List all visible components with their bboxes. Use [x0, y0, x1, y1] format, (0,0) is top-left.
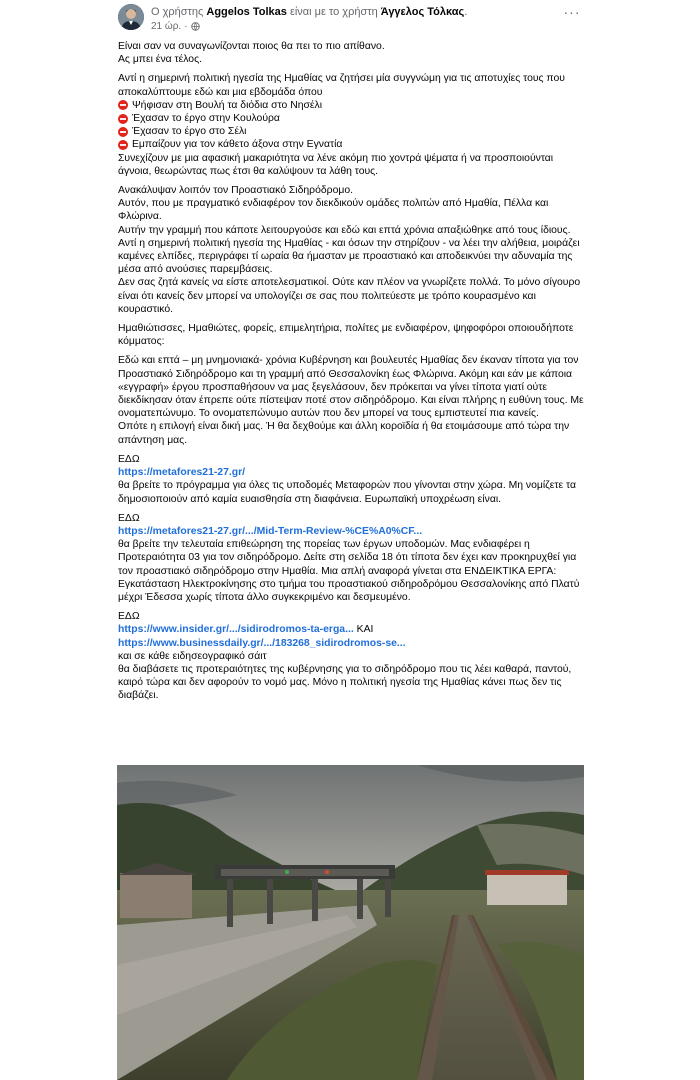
meta-separator: · [184, 21, 188, 32]
failure-text: Έχασαν το έργο στο Σέλι [132, 126, 247, 138]
businessdaily-link[interactable]: https://www.businessdaily.gr/.../183268_sidirodromos-se... [118, 637, 406, 649]
intro-paragraph [118, 40, 586, 66]
railway-line: Αντί η σημερινή πολιτική ηγεσία της Ημαθίας - και όσων την στηρίζουν - να λέει την αλήθεια, μοιράζει καμένες ελπίδες, περιγράφει τί ωραία θα ήμασταν με προαστιακό και αποδεικνύει την αδυναμία της μέσα από ανούσιες παρεμβάσεις. [118, 237, 580, 276]
metafores-link[interactable]: https://metafores21-27.gr/ [118, 467, 246, 479]
railway-line: Δεν σας ζητά κανείς να είστε αποτελεσματικοί. Ούτε καν πλέον να γνωρίζετε πολλά. Το μόνο σίγουρο είναι ότι κανείς δεν μπορεί να υπολογίζει σε σας που πολιτεύεστε με τρόπο κουρασμένο και κουραστικό. [118, 277, 581, 315]
railway-paragraph [118, 184, 586, 316]
address-paragraph: Ημαθιώτισσες, Ημαθιώτες, φορείς, επιμελητήρια, πολίτες με ενδιαφέρον, ψηφοφόροι οποιουδήποτε κόμματος: [118, 323, 574, 348]
no-entry-icon [118, 100, 128, 110]
news-sites-line: και σε κάθε ειδησεογραφικό σάιτ [118, 650, 267, 662]
intro-line-2: Ας μπει ένα τέλος. [118, 54, 202, 66]
author-suffix: . [464, 6, 468, 18]
link-block-1 [118, 453, 586, 506]
failure-text: Εμπαίζουν για τον κάθετο άξονα στην Εγνατία [132, 139, 343, 151]
mid-term-review-link[interactable]: https://metafores21-27.gr/.../Mid-Term-Review-%CE%A0%CF... [118, 525, 423, 537]
author-name[interactable]: Aggelos Tolkas [206, 6, 287, 18]
post-body [118, 40, 586, 709]
post-time[interactable]: 21 ώρ. [151, 21, 182, 32]
author-prefix: Ο χρήστης [151, 6, 204, 18]
link-block-2 [118, 512, 586, 604]
link-block-text: θα βρείτε την τελευταία επιθεώρηση της πορείας των έργων υποδομών. Μας ενδιαφέρει η Προτεραιότητα 03 για τον σιδηρόδρομο. Δείτε στη σελίδα 18 ότι τίποτα δεν έχει καν προκηρυχθεί για τον προαστιακό σιδηρόδρομο στην Ημαθία. Μια απλή αναφορά γίνεται στα ΕΝΔΕΙΚΤΙΚΑ ΕΡΓΑ: Εγκατάσταση Ηλεκτροκίνησης στο τμήμα του προαστιακού σιδηροδρόμου Θεσσαλονίκης από Πλατύ μέχρι Έδεσσα χωρίς τίποτα άλλο συγκεκριμένο και δεσμευμένο. [118, 539, 580, 603]
railway-line: Αυτόν, που με πραγματικό ενδιαφέρον τον διεκδικούν ομάδες πολιτών από Ημαθία, Πέλλα και Φλώρινα. [118, 198, 549, 223]
link-block-3 [118, 610, 586, 702]
post-meta [151, 21, 200, 32]
responsibility-paragraph [118, 354, 586, 446]
link-block-label: ΕΔΩ [118, 611, 140, 623]
intro-line-1: Είναι σαν να συναγωνίζονται ποιος θα πει το πιο απίθανο. [118, 41, 385, 52]
author-avatar[interactable] [118, 4, 144, 30]
failures-conclusion: Συνεχίζουν με μια αφασική μακαριότητα να λένε ακόμη πιο χοντρά ψέματα ή να προσποιούνται άγνοια, θεωρώντας πως έτσι θα καλύψουν τα λάθη τους. [118, 152, 554, 177]
failures-paragraph [118, 72, 586, 178]
responsibility-line: Εδώ και επτά – μη μνημονιακά- χρόνια Κυβέρνηση και βουλευτές Ημαθίας δεν έκαναν τίποτα για τον Προαστιακό Σιδηρόδρομο και τη γραμμή από Θεσσαλονίκη έως Φλώρινα. Ακόμη και εάν με κάποια «εγγραφή» έργου προσπαθήσουν να μας ξεγελάσουν, δεν πρόκειται να γίνει τίποτα γιατί ούτε διεκδίκησαν όταν έπρεπε ούτε πίστεψαν ποτέ στον σιδηρόδρομο. Και είναι πλήρης η ευθύνη τους. Με ονοματεπώνυμο. Το ονοματεπώνυμο αυτών που δεν μπορεί να τους εμπιστευτεί πια κανείς. [118, 355, 584, 420]
failure-text: Έχασαν το έργο στην Κουλούρα [132, 113, 280, 125]
no-entry-icon [118, 114, 128, 124]
more-icon: ··· [563, 4, 581, 20]
post-photo-abandoned-railway-station[interactable] [117, 765, 584, 1080]
failures-intro: Αντί η σημερινή πολιτική ηγεσία της Ημαθίας να ζητήσει μία συγγνώμη για τις αποτυχίες τους που αποκαλύπτουμε εδώ και μια εβδομάδα όπου [118, 73, 565, 98]
responsibility-line: Οπότε η επιλογή είναι δική μας. Ή θα δεχθούμε και άλλη κοροϊδία ή θα ετοιμάσουμε από τώρα την απάντηση μας. [118, 421, 570, 446]
failure-item [118, 112, 586, 125]
failure-item [118, 125, 586, 138]
link-conjunction: ΚΑΙ [353, 624, 374, 636]
author-middle: είναι με το χρήστη [289, 6, 378, 18]
tagged-user-name[interactable]: Άγγελος Τόλκας [380, 6, 465, 18]
insider-link-line [118, 623, 586, 636]
railway-line: Αυτήν την γραμμή που κάποτε λειτουργούσε και εδώ και επτά χρόνια απαξιώθηκε από τους ίδιους. [118, 224, 571, 236]
failure-item [118, 99, 586, 112]
facebook-post [106, 0, 596, 1080]
link-block-label: ΕΔΩ [118, 512, 140, 524]
insider-link[interactable]: https://www.insider.gr/.../sidirodromos-ta-erga... [118, 624, 354, 636]
no-entry-icon [118, 140, 128, 150]
railway-line: Ανακάλυψαν λοιπόν τον Προαστιακό Σιδηρόδρομο. [118, 185, 353, 197]
link-block-text: θα διαβάσετε τις προτεραιότητες της κυβέρνησης για το σιδηρόδρομο που τις λέει καθαρά, παντού, καιρό τώρα και δεν αφορούν το νομό μας. Μόνο η πολιτική ηγεσία της Ημαθίας κάνει πως δεν τις διαβάζει. [118, 663, 572, 702]
no-entry-icon [118, 127, 128, 137]
globe-icon [191, 22, 200, 31]
failure-item [118, 138, 586, 151]
author-line [151, 6, 467, 18]
link-block-label: ΕΔΩ [118, 453, 140, 465]
link-block-text: θα βρείτε το πρόγραμμα για όλες τις υποδομές Μεταφορών που γίνονται στην χώρα. Μη νομίζετε τα δημοσιοποιούν από καμία ευαισθησία στη διαφάνεια. Ευρωπαϊκή υποχρέωση είναι. [118, 480, 576, 505]
more-options-button[interactable] [562, 6, 582, 22]
failure-text: Ψήφισαν στη Βουλή τα διόδια στο Νησέλι [132, 99, 323, 111]
post-header [106, 0, 596, 38]
